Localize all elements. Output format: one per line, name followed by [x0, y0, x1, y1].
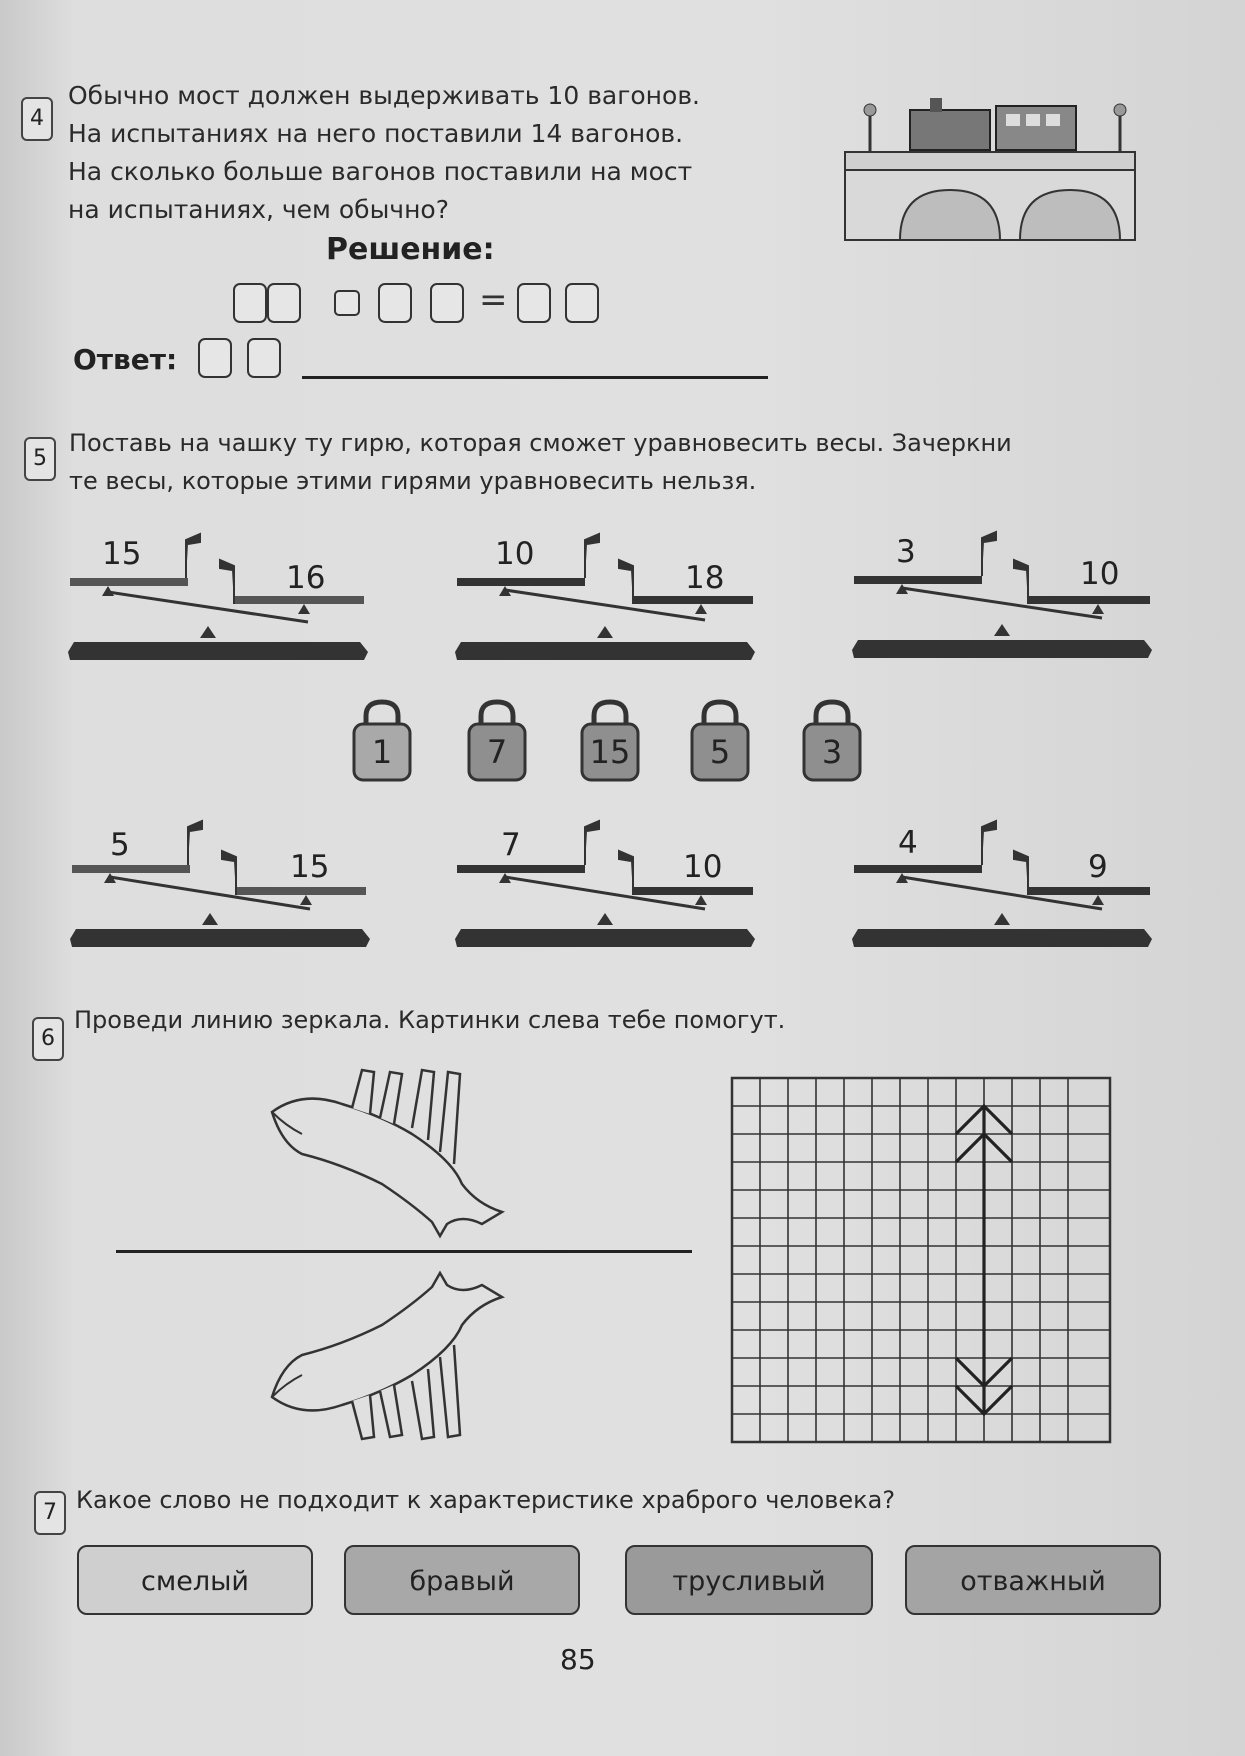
weight-value: 3: [821, 733, 843, 771]
balance-scale-drawing: [852, 817, 1152, 957]
square-grid[interactable]: [730, 1076, 1114, 1446]
word-option-otvazhnyi[interactable]: отважный: [905, 1545, 1161, 1615]
digit-box[interactable]: [378, 283, 412, 323]
word-option-bravyi[interactable]: бравый: [344, 1545, 580, 1615]
digit-box[interactable]: [517, 283, 551, 323]
weight[interactable]: [580, 698, 640, 784]
task-4-line: На сколько больше вагонов поставили на мост: [68, 157, 693, 186]
balance-scale[interactable]: [852, 528, 1152, 668]
balance-scale[interactable]: [70, 817, 370, 957]
balance-scale[interactable]: [455, 530, 755, 670]
mirror-line: [116, 1250, 692, 1253]
digit-box[interactable]: [247, 338, 281, 378]
fox-illustration: [262, 1270, 522, 1445]
digit-box[interactable]: [198, 338, 232, 378]
solution-heading: Решение:: [326, 232, 495, 267]
task-6-text: Проведи линию зеркала. Картинки слева тебе помогут.: [74, 1006, 786, 1034]
bridge-train-illustration: [840, 92, 1150, 262]
right-pan-value: 15: [290, 849, 330, 885]
left-pan-value: 10: [495, 536, 535, 572]
weight-value: 7: [486, 733, 508, 771]
right-pan-value: 10: [1080, 556, 1120, 592]
word-option-truslivyi[interactable]: трусливый: [625, 1545, 873, 1615]
right-pan-value: 18: [685, 560, 725, 596]
weight[interactable]: [352, 698, 412, 784]
weight-value: 5: [709, 733, 731, 771]
task-4-number: 4: [21, 97, 53, 141]
digit-box[interactable]: [565, 283, 599, 323]
weight-value: 1: [371, 733, 393, 771]
weight[interactable]: [802, 698, 862, 784]
task-4-text: [68, 77, 700, 229]
answer-line[interactable]: [302, 376, 768, 379]
task-5-line: те весы, которые этими гирями уравновесить нельзя.: [69, 467, 757, 495]
operator-box[interactable]: [334, 290, 360, 316]
weight-value: 15: [589, 733, 631, 771]
task-4-line: на испытаниях, чем обычно?: [68, 195, 449, 224]
weight[interactable]: [690, 698, 750, 784]
weight[interactable]: [467, 698, 527, 784]
left-pan-value: 3: [896, 534, 916, 570]
task-7-text: Какое слово не подходит к характеристике храброго человека?: [76, 1486, 896, 1514]
task-4-line: Обычно мост должен выдерживать 10 вагонов.: [68, 81, 700, 110]
balance-scale[interactable]: [68, 530, 368, 670]
left-pan-value: 7: [501, 827, 521, 863]
right-pan-value: 16: [286, 560, 326, 596]
left-pan-value: 4: [898, 825, 918, 861]
balance-scale[interactable]: [455, 817, 755, 957]
task-6-number: 6: [32, 1017, 64, 1061]
task-4-line: На испытаниях на него поставили 14 вагонов.: [68, 119, 684, 148]
task-7-number: 7: [34, 1491, 66, 1535]
balance-scale[interactable]: [852, 817, 1152, 957]
right-pan-value: 9: [1088, 849, 1108, 885]
answer-label: Ответ:: [73, 343, 178, 376]
left-pan-value: 15: [102, 536, 142, 572]
fox-reflection-illustration: [262, 1064, 522, 1239]
balance-scale-drawing: [455, 817, 755, 957]
word-option-smelyi[interactable]: смелый: [77, 1545, 313, 1615]
digit-box[interactable]: [267, 283, 301, 323]
digit-box[interactable]: [233, 283, 267, 323]
right-pan-value: 10: [683, 849, 723, 885]
task-5-line: Поставь на чашку ту гирю, которая сможет уравновесить весы. Зачеркни: [69, 429, 1012, 457]
left-pan-value: 5: [110, 827, 130, 863]
digit-box[interactable]: [430, 283, 464, 323]
task-5-text: [69, 424, 1012, 500]
page-number: 85: [560, 1643, 596, 1676]
task-5-number: 5: [24, 437, 56, 481]
equals-sign: =: [479, 280, 508, 320]
